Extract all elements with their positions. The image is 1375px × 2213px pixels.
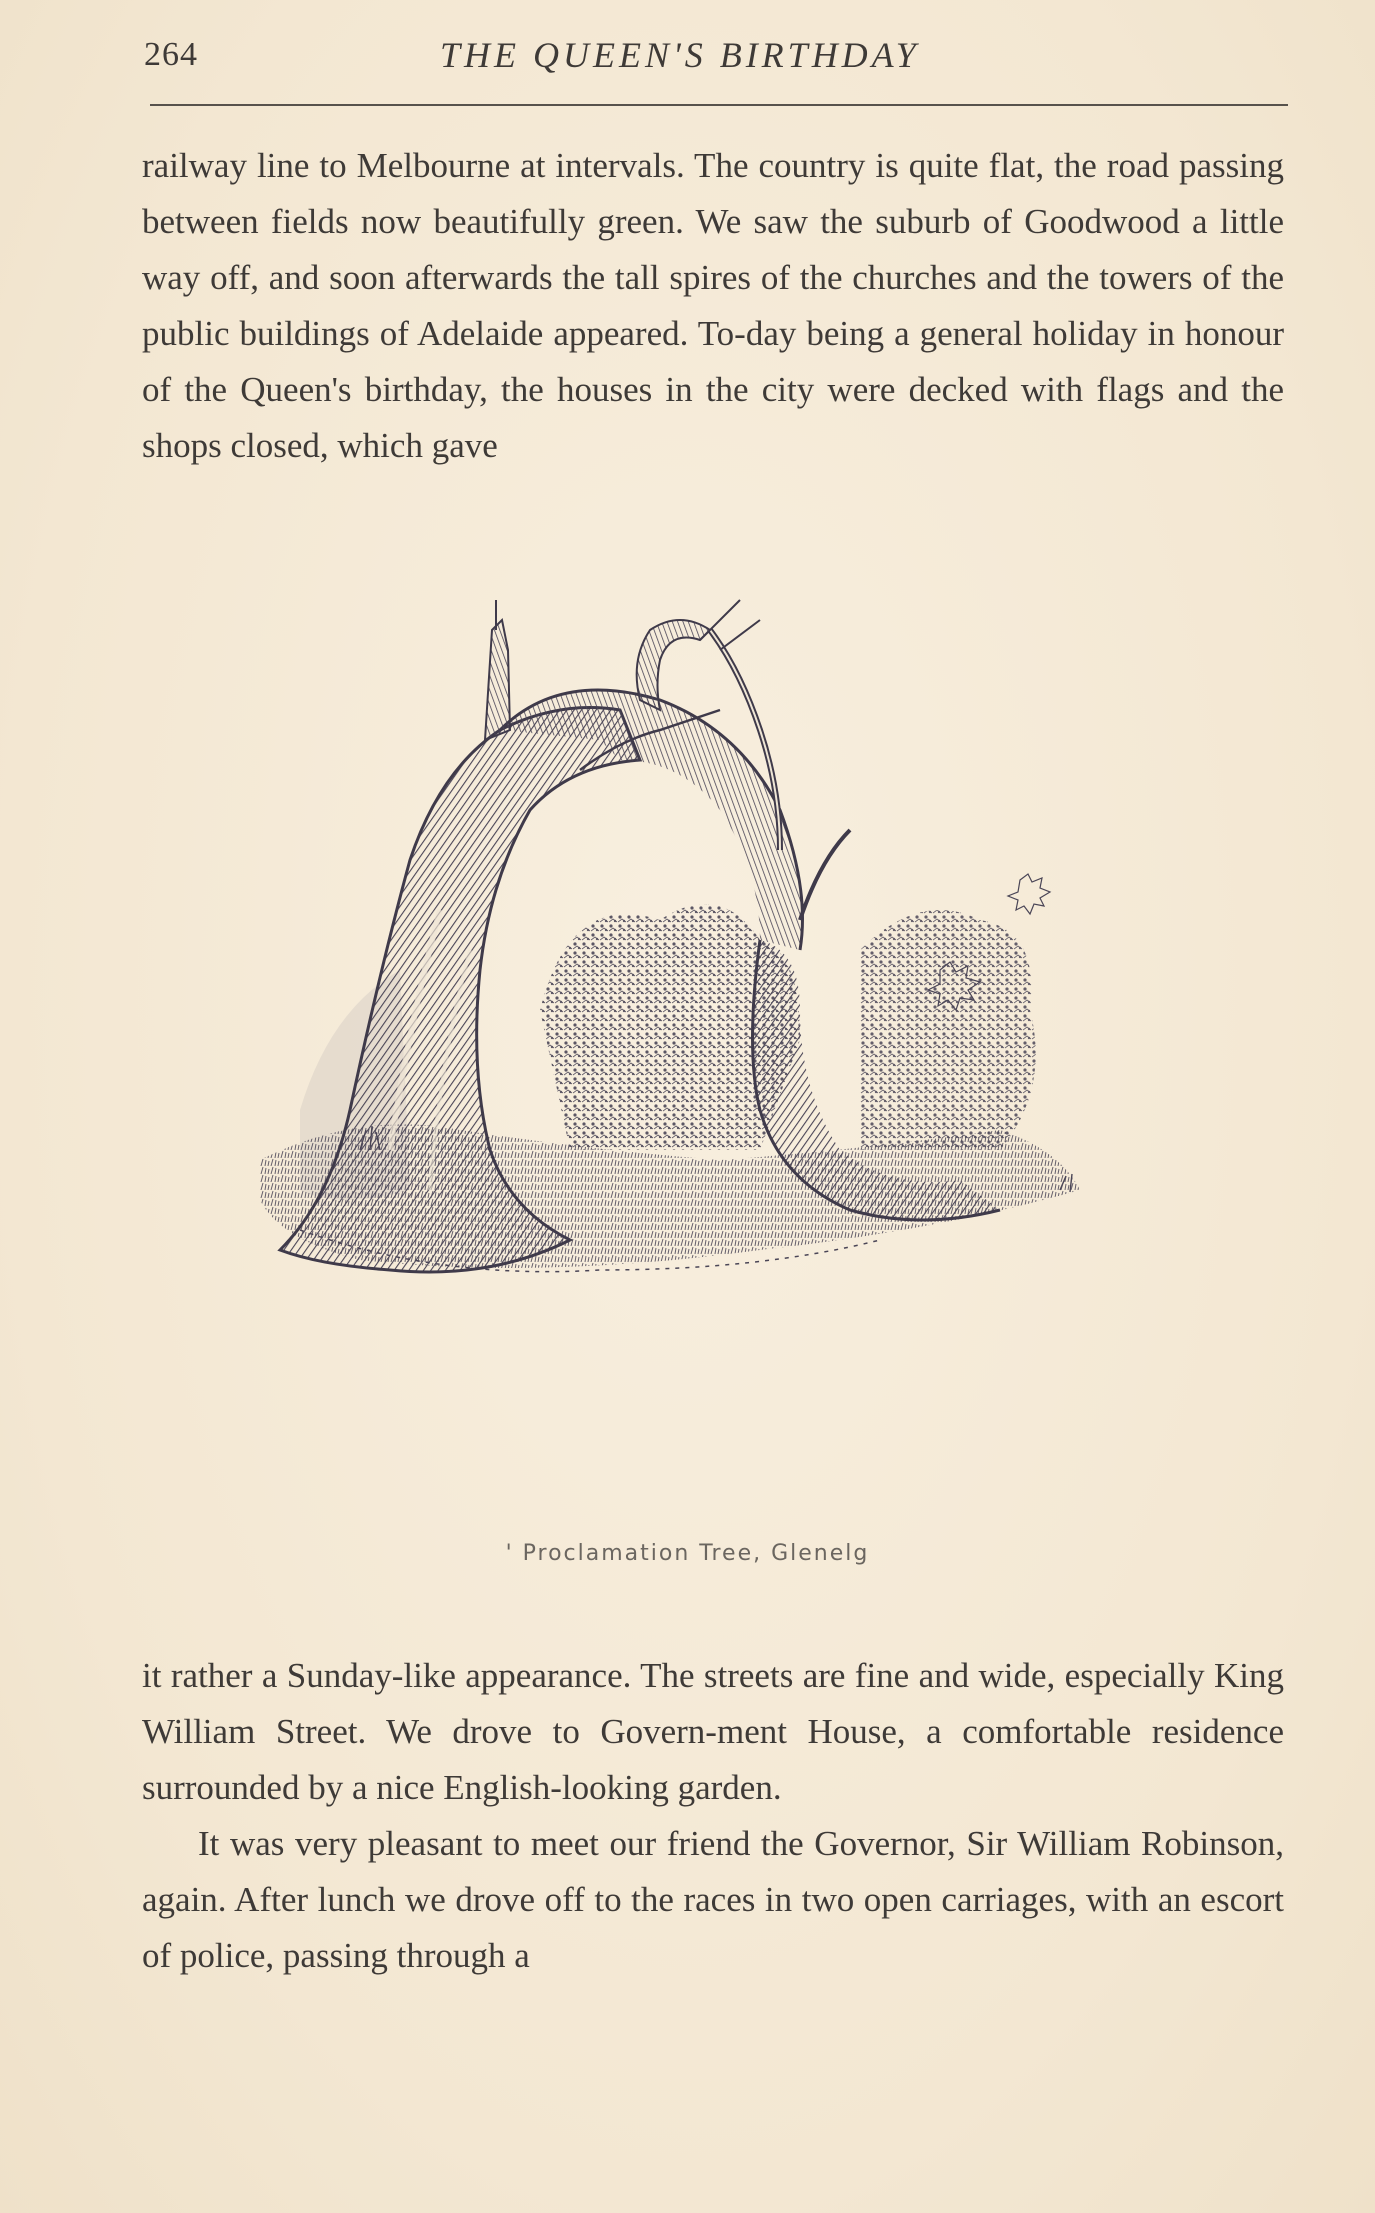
header-rule (150, 104, 1288, 106)
running-head (140, 34, 1290, 84)
figure-caption: ' Proclamation Tree, Glenelg (505, 1541, 870, 1566)
paragraph-continuation: it rather a Sunday-like appearance. The streets are fine and wide, especially King William Street. We drove to Govern-ment House, a comfortable residence surrounded by a nice English-looking garden. (142, 1656, 1284, 1807)
paragraph: railway line to Melbourne at intervals. The country is quite flat, the road passing between fields now beautifully green. We saw the suburb of Goodwood a little way off, and soon afterwards the tall spires of the churches and the towers of the public buildings of Adelaide appeared. To-day being a general holiday in honour of the Queen's birthday, the houses in the city were decked with flags and the shops closed, which gave (142, 146, 1284, 465)
page-number: 264 (144, 36, 198, 73)
paragraph-governor: It was very pleasant to meet our friend the Governor, Sir William Robinson, again. After lunch we drove off to the races in two open carriages, with an escort of police, passing through a (142, 1824, 1284, 1975)
body-text-bottom (142, 1648, 1284, 1984)
running-title: THE QUEEN'S BIRTHDAY (440, 35, 920, 75)
proclamation-tree-engraving (240, 590, 1160, 1510)
body-text-top (142, 138, 1284, 474)
